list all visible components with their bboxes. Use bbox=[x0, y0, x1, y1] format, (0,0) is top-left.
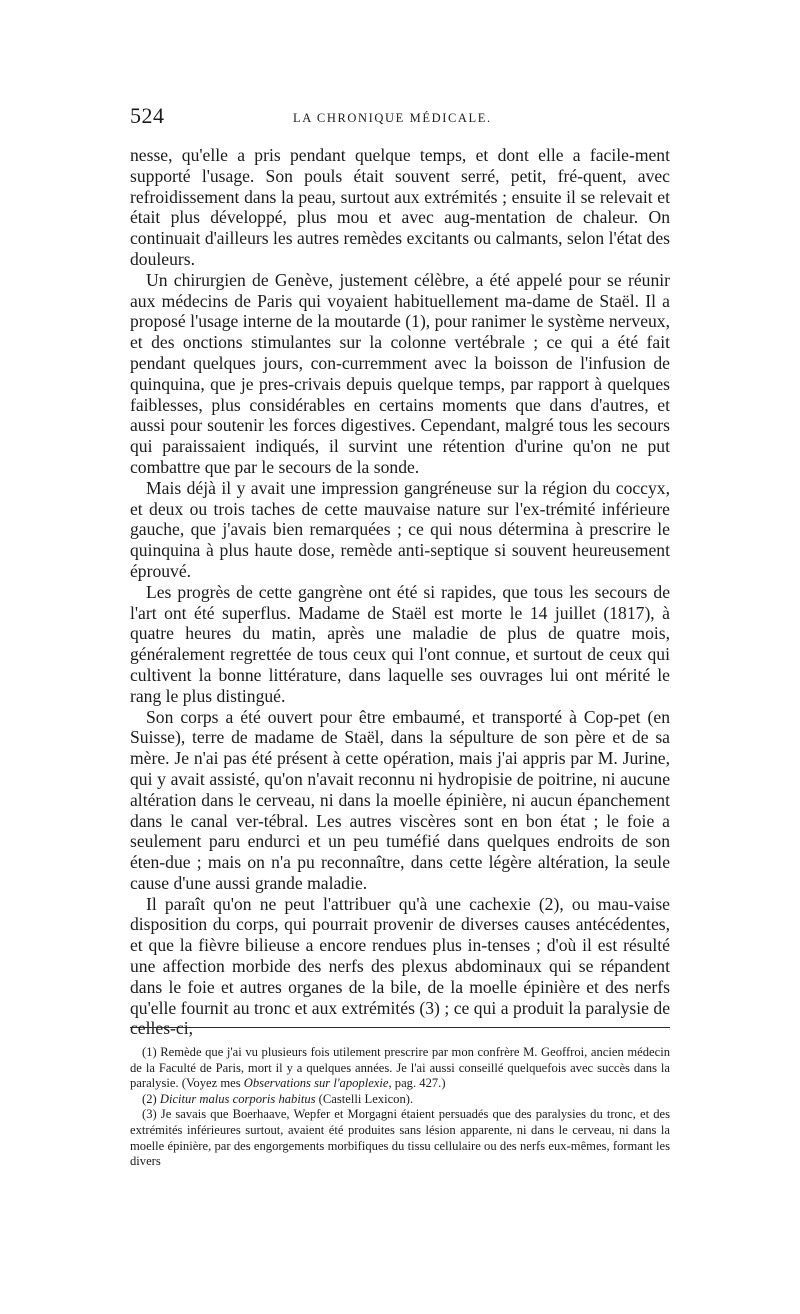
footnote-divider bbox=[130, 1027, 670, 1028]
footnote-3: (3) Je savais que Boerhaave, Wepfer et Morgagni étaient persuadés que des paralysies du tronc, et des extrémités inférieures surtout, avaient été produites sans lésion apparente, ni dans le cerveau, ni dans la moelle épinière, par des engorgements morbifiques du tissu cellulaire ou des nerfs eux-mêmes, formant les divers bbox=[130, 1107, 670, 1169]
footnote-2 bbox=[130, 1092, 670, 1108]
paragraph-6: Il paraît qu'on ne peut l'attribuer qu'à une cachexie (2), ou mau-vaise disposition du corps, qui pourrait provenir de diverses causes antécédentes, et que la fièvre bilieuse a encore rendues plus in-tenses ; d'où il est résulté une affection morbide des nerfs des plexus abdominaux qui se répandent dans le foie et autres organes de la bile, de la moelle épinière et des nerfs qu'elle fournit au tronc et aux extrémités (3) ; ce qui a produit la paralysie de celles-ci, bbox=[130, 893, 670, 1039]
footnote-2-tail: (Castelli Lexicon). bbox=[315, 1091, 414, 1106]
page-header bbox=[130, 100, 670, 132]
footnote-1-text: (1) Remède que j'ai vu plusieurs fois utilement prescrire par mon confrère M. Geoffroi, ancien médecin de la Faculté de Paris, mort il y a quelques années. Je l'ai aussi conseillé quelquefois avec succès dans la paralysie. (Voyez mes bbox=[130, 1045, 670, 1091]
footnote-1-book-title: Observations sur l'apoplexie bbox=[243, 1076, 389, 1091]
page-number: 524 bbox=[130, 103, 165, 128]
running-title: LA CHRONIQUE MÉDICALE. bbox=[293, 111, 492, 125]
footnote-1-tail: , pag. 427.) bbox=[388, 1076, 446, 1091]
footnote-2-quote: Dicitur malus corporis habitus bbox=[159, 1091, 316, 1106]
footnote-1 bbox=[130, 1045, 670, 1092]
paragraph-2: Un chirurgien de Genève, justement célèbre, a été appelé pour se réunir aux médecins de Paris qui voyaient habituellement ma-dame de Staël. Il a proposé l'usage interne de la moutarde (1), pour ranimer le système nerveux, et des onctions stimulantes sur la colonne vertébrale ; ce qui a été fait pendant quelques jours, con-curremment avec la boisson de l'infusion de quinquina, que je pres-crivais depuis quelque temps, par rapport à quelques faiblesses, plus considérables en certains moments que dans d'autres, et aussi pour soutenir les forces digestives. Cependant, malgré tous les secours qui paraissaient indiqués, il survint une rétention d'urine qu'on ne put combattre que par le secours de la sonde. bbox=[130, 269, 670, 477]
paragraph-4: Les progrès de cette gangrène ont été si rapides, que tous les secours de l'art ont été superflus. Madame de Staël est morte le 14 juillet (1817), à quatre heures du matin, après une maladie de plus de quatre mois, généralement regrettée de tous ceux qui l'ont connue, et surtout de ceux qui cultivent la bonne littérature, dans laquelle ses ouvrages lui ont mérité le rang le plus distingué. bbox=[130, 581, 670, 706]
paragraph-1: nesse, qu'elle a pris pendant quelque temps, et dont elle a facile-ment supporté l'usage. Son pouls était souvent serré, petit, fré-quent, avec refroidissement dans la peau, surtout aux extrémités ; ensuite il se relevait et était plus développé, plus mou et avec aug-mentation de chaleur. On continuait d'ailleurs les autres remèdes excitants ou calmants, selon l'état des douleurs. bbox=[130, 145, 670, 269]
paragraph-5: Son corps a été ouvert pour être embaumé, et transporté à Cop-pet (en Suisse), terre de madame de Staël, dans la sépulture de son père et de sa mère. Je n'ai pas été présent à cette opération, mais j'ai appris par M. Jurine, qui y avait assisté, qu'on n'avait reconnu ni hydropisie de poitrine, ni aucune altération dans le cerveau, ni dans la moelle épinière, ni aucun épanchement dans le canal ver-tébral. Les autres viscères sont en bon état ; le foie a seulement paru endurci et un peu tuméfié dans quelques endroits de son éten-due ; mais on n'a pu reconnaître, dans cette légère altération, la seule cause d'une aussi grande maladie. bbox=[130, 706, 670, 893]
footnotes bbox=[130, 1045, 670, 1170]
body-text bbox=[130, 145, 670, 1039]
paragraph-3: Mais déjà il y avait une impression gangréneuse sur la région du coccyx, et deux ou trois taches de cette mauvaise nature sur l'ex-trémité inférieure gauche, que j'avais bien remarquées ; ce qui nous détermina à prescrire le quinquina à plus haute dose, remède anti-septique si souvent heureusement éprouvé. bbox=[130, 477, 670, 581]
footnote-2-label: (2) bbox=[142, 1091, 160, 1106]
